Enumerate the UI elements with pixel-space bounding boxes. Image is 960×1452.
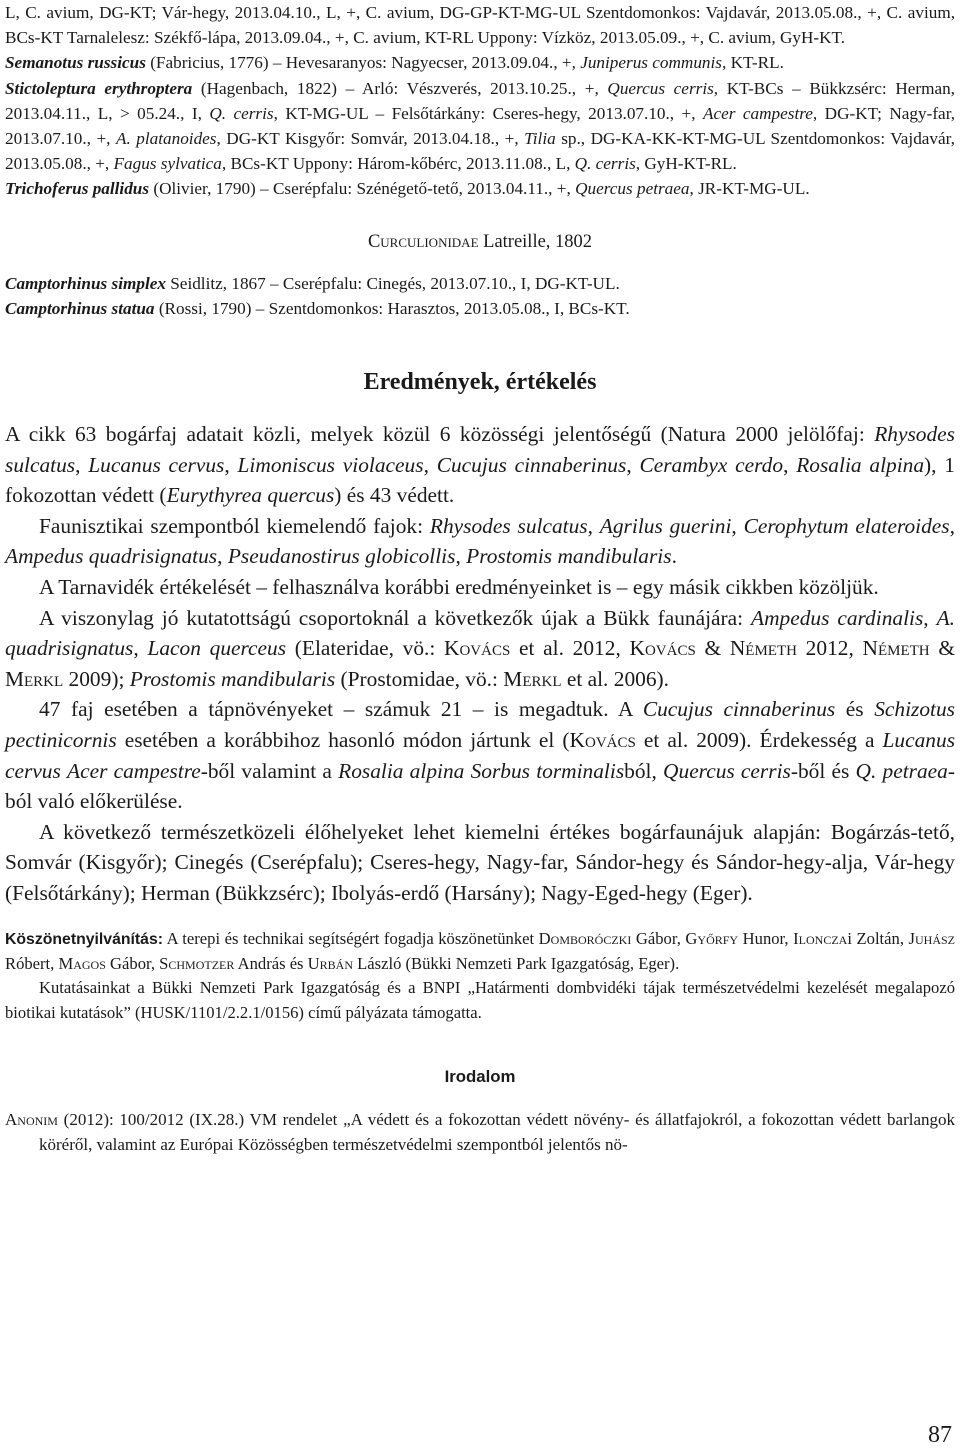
species-name: Camptorhinus statua xyxy=(5,298,155,318)
reference-author: Anonim xyxy=(5,1110,58,1130)
record-text: (Rossi, 1790) – Szentdomonkos: Harasztos, 2013.05.08., I, BCs-KT. xyxy=(154,298,630,318)
records-curculionidae xyxy=(5,271,955,321)
page-number: 87 xyxy=(928,1422,952,1448)
species-name: Semanotus russicus xyxy=(5,53,146,73)
reference-item xyxy=(5,1107,955,1157)
results-paragraph-5: 47 faj esetében a tápnövényeket – számuk 21 – is megadtuk. A Cucujus cinnaberinus és Schizotus pectinicornis esetében a korábbihoz hasonló módon jártunk el (Kovács et al. 2009). Érdekesség a Lucanus cervus Acer campestre-ből valamint a Rosalia alpina Sorbus torminalisból, Quercus cerris-ből és Q. petraea-ból való előkerülése. xyxy=(5,697,956,814)
record-text: (Hagenbach, 1822) – Arló: Vészverés, 2013.10.25., +, xyxy=(192,78,608,98)
references-heading: Irodalom xyxy=(444,1067,516,1087)
record-text: , KT-BCs – Bükkzsérc: Herman, 2013.04.11., L, > 05.24., I, xyxy=(5,78,955,123)
reference-text: (2012): 100/2012 (IX.28.) VM rendelet „A védett és a fokozottan védett növény- és állatfajokról, a fokozottan védett barlangok köréről, valamint az Európai Közösségben természetvédelmi szempontból jelentős nö- xyxy=(39,1110,955,1155)
host-name: Juniperus communis xyxy=(580,53,722,73)
species-name: Stictoleptura erythroptera xyxy=(5,78,193,98)
family-heading xyxy=(5,232,955,253)
record-stictoleptura xyxy=(5,76,955,177)
ack-paragraph-1: Köszönetnyilvánítás: A terepi és technikai segítségért fogadja köszönetünket Domboróczki Gábor, Győrfy Hunor, Ilonczai Zoltán, Juhász Róbert, Magos Gábor, Schmotzer András és Urbán László (Bükki Nemzeti Park Igazgatóság, Eger). xyxy=(5,928,956,973)
host-name: Acer campestre xyxy=(703,103,813,123)
results-paragraph-4: A viszonylag jó kutatottságú csoportoknál a következők újak a Bükk faunájára: Ampedus cardinalis, A. quadrisignatus, Lacon querceus (Elateridae, vö.: Kovács et al. 2012, Kovács & Németh 2012, Németh & Merkl 2009); Prostomis mandibularis (Prostomidae, vö.: Merkl et al. 2006). xyxy=(5,605,955,691)
record-cavium xyxy=(5,0,955,50)
host-name: Fagus sylvatica xyxy=(113,154,222,174)
species-name: Trichoferus pallidus xyxy=(5,179,150,199)
record-text: sp., DG-KA-KK-KT-MG-UL Szentdomonkos: Vajdavár, 2013.05.08., +, xyxy=(5,129,955,174)
record-text: , KT-RL. xyxy=(721,53,784,73)
results-paragraph-6: A következő természetközeli élőhelyeket lehet kiemelni értékes bogárfaunájuk alapján: Bogárzás-tető, Somvár (Kisgyőr); Cinegés (Cserépfalu); Cseres-hegy, Nagy-far, Sándor-hegy és Sándor-hegy-alja, Vár-hegy (Felsőtárkány); Herman (Bükkzsérc); Ibolyás-erdő (Harsány); Nagy-Eged-hegy (Eger). xyxy=(5,819,955,905)
family-name: Curculionidae xyxy=(367,231,479,252)
record-text: , BCs-KT Uppony: Három-kőbérc, 2013.11.08., L, xyxy=(221,154,575,174)
host-name: Q. cerris xyxy=(574,154,636,174)
host-name: Quercus petraea xyxy=(575,179,690,199)
record-text: , GyH-KT-RL. xyxy=(635,154,737,174)
record-text: (Olivier, 1790) – Cserépfalu: Szénégető-tető, 2013.04.11., +, xyxy=(149,179,576,199)
record-text: (Fabricius, 1776) – Hevesaranyos: Nagyecser, 2013.09.04., +, xyxy=(145,53,581,73)
record-text: , JR-KT-MG-UL. xyxy=(689,179,810,199)
host-name: Quercus cerris xyxy=(607,78,714,98)
record-camptorhinus-simplex xyxy=(5,271,955,296)
family-author: Latreille, 1802 xyxy=(478,231,593,252)
results-paragraph-1: A cikk 63 bogárfaj adatait közli, melyek közül 6 közösségi jelentőségű (Natura 2000 jelölőfaj: Rhysodes sulcatus, Lucanus cervus, Limoniscus violaceus, Cucujus cinnaberinus, Cerambyx cerdo, Rosalia alpina), 1 fokozottan védett (Eurythyrea quercus) és 43 védett. xyxy=(5,422,956,508)
ack-paragraph-2: Kutatásainkat a Bükki Nemzeti Park Igazgatóság és a BNPI „Határmenti dombvidéki tájak természetvédelmi kezelését megalapozó biotikai kutatások” (HUSK/1101/2.2.1/0156) című pályázata támogatta. xyxy=(5,978,955,1022)
host-name: A. platanoides xyxy=(115,129,217,149)
results-paragraph-3: A Tarnavidék értékelését – felhasználva korábbi eredményeinket is – egy másik cikkben közöljük. xyxy=(39,575,879,599)
record-text: Seidlitz, 1867 – Cserépfalu: Cinegés, 2013.07.10., I, DG-KT-UL. xyxy=(165,273,620,293)
results-paragraph-2: Faunisztikai szempontból kiemelendő fajok: Rhysodes sulcatus, Agrilus guerini, Cerophytum elateroides, Ampedus quadrisignatus, Pseudanostirus globicollis, Prostomis mandibularis. xyxy=(5,513,955,569)
record-camptorhinus-statua xyxy=(5,296,955,321)
record-text: , DG-KT Kisgyőr: Somvár, 2013.04.18., +, xyxy=(216,129,525,149)
record-semanotus xyxy=(5,50,955,75)
results-heading: Eredmények, értékelés xyxy=(363,369,597,396)
records-top xyxy=(5,0,955,202)
results-body xyxy=(5,419,955,909)
record-text: L, C. avium, DG-KT; Vár-hegy, 2013.04.10., L, +, C. avium, DG-GP-KT-MG-UL Szentdomonkos: Vajdavár, 2013.05.08., +, C. avium, BCs-KT Tarnalelesz: Székfő-lápa, 2013.09.04., +, C. avium, KT-RL Uppony: Vízköz, 2013.05.09., +, C. avium, GyH-KT. xyxy=(5,3,955,48)
ack-label: Köszönetnyilvánítás: xyxy=(5,930,163,948)
host-name: Tilia xyxy=(524,129,556,149)
acknowledgements xyxy=(5,927,955,1026)
host-name: Q. cerris xyxy=(209,103,274,123)
record-text: , KT-MG-UL – Felsőtárkány: Cseres-hegy, 2013.07.10., +, xyxy=(273,103,703,123)
record-text: , DG-KT; Nagy-far, 2013.07.10., +, xyxy=(5,103,956,149)
species-name: Camptorhinus simplex xyxy=(5,273,166,293)
page xyxy=(5,0,955,1157)
record-trichoferus xyxy=(5,176,955,201)
references-list xyxy=(5,1107,955,1157)
